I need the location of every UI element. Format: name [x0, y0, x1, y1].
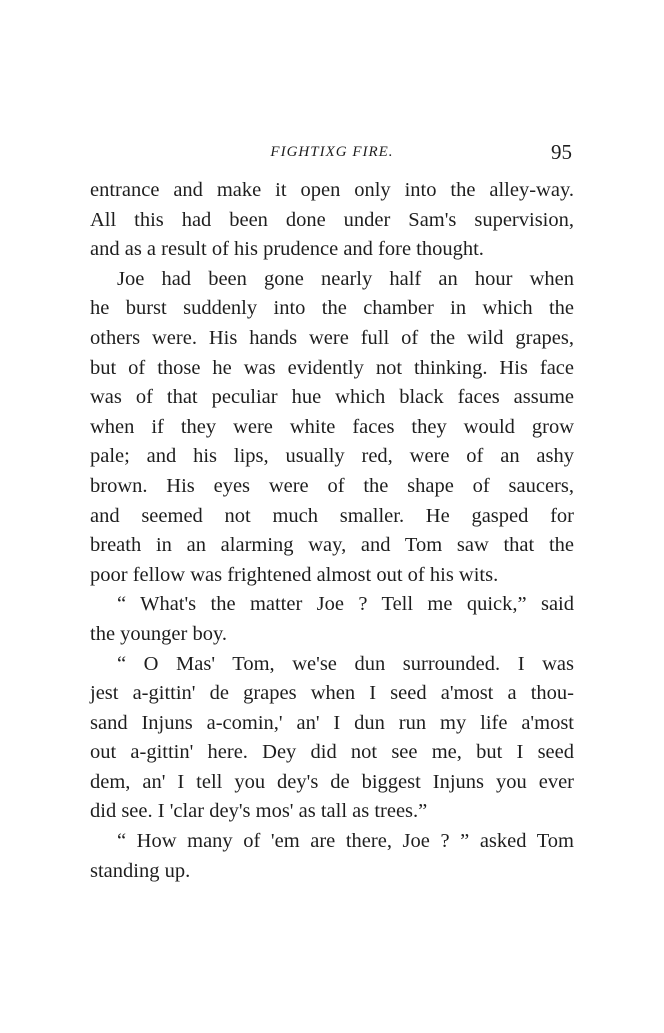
paragraph — [90, 176, 574, 265]
text-line: and as a result of his prudence and fore thought. — [90, 238, 484, 261]
text-line: Joe had been gone nearly half an hour when — [117, 267, 574, 290]
body-text — [90, 176, 574, 886]
text-line: All this had been done under Sam's supervision, — [90, 208, 574, 231]
paragraph — [90, 590, 574, 649]
text-line: pale; and his lips, usually red, were of an ashy — [90, 445, 574, 468]
text-line: when if they were white faces they would grow — [90, 415, 574, 438]
text-line: standing up. — [90, 859, 191, 882]
text-line: “ How many of 'em are there, Joe ? ” asked Tom — [117, 830, 574, 853]
text-line: “ What's the matter Joe ? Tell me quick,” said — [117, 593, 574, 616]
text-line: dem, an' I tell you dey's de biggest Injuns you ever — [90, 770, 574, 793]
running-title: FIGHTIXG FIRE. — [270, 144, 394, 160]
text-line: the younger boy. — [90, 622, 228, 645]
text-line: “ O Mas' Tom, we'se dun surrounded. I was — [117, 652, 574, 675]
paragraph — [90, 650, 574, 828]
text-line: entrance and make it open only into the alley-way. — [90, 179, 574, 201]
text-line: was of that peculiar hue which black faces assume — [90, 386, 574, 409]
text-line: others were. His hands were full of the wild grapes, — [90, 326, 574, 349]
text-line: he burst suddenly into the chamber in which the — [90, 297, 574, 320]
text-line: brown. His eyes were of the shape of saucers, — [90, 474, 574, 497]
text-line: out a-gittin' here. Dey did not see me, but I seed — [90, 741, 574, 764]
paragraph — [90, 265, 574, 591]
book-page — [90, 138, 574, 886]
text-line: jest a-gittin' de grapes when I seed a'most a thou- — [90, 682, 574, 705]
page-number: 95 — [551, 140, 572, 164]
text-line: did see. I 'clar dey's mos' as tall as trees.” — [90, 800, 428, 823]
text-line: poor fellow was frightened almost out of his wits. — [90, 563, 499, 586]
running-head — [90, 138, 574, 176]
text-line: but of those he was evidently not thinking. His face — [90, 356, 574, 379]
text-line: sand Injuns a-comin,' an' I dun run my life a'most — [90, 711, 574, 734]
text-line: breath in an alarming way, and Tom saw that the — [90, 534, 574, 557]
text-line: and seemed not much smaller. He gasped for — [90, 504, 574, 527]
paragraph — [90, 827, 574, 886]
